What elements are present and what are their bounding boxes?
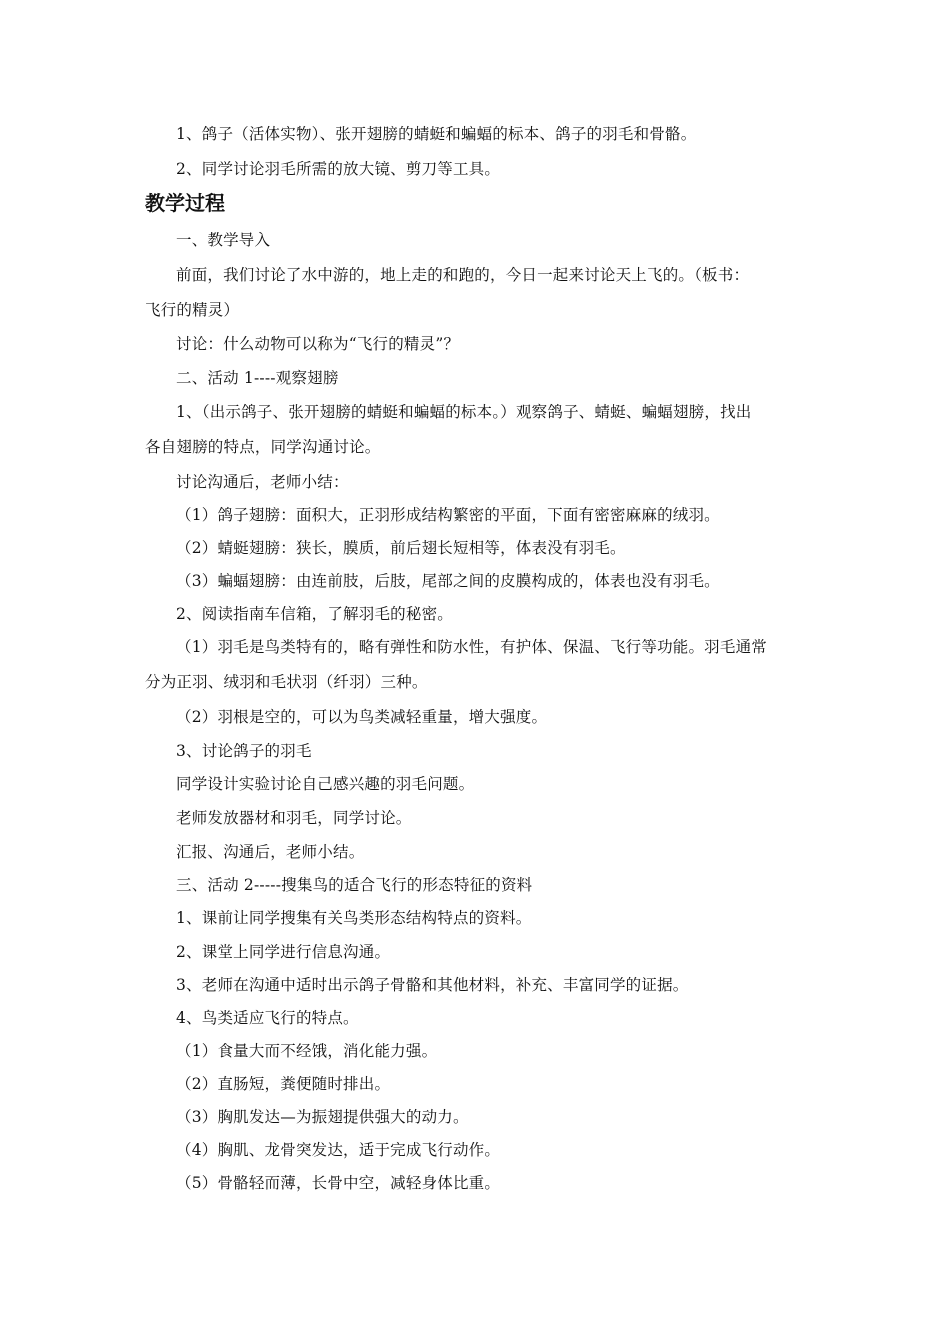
paragraph: 各自翅膀的特点，同学沟通讨论。: [145, 438, 381, 456]
paragraph: 2、阅读指南车信箱，了解羽毛的秘密。: [176, 605, 453, 623]
paragraph: （3）胸肌发达—为振翅提供强大的动力。: [176, 1108, 469, 1126]
paragraph: 1、（出示鸽子、张开翅膀的蜻蜓和蝙蝠的标本。）观察鸽子、蜻蜓、蝙蝠翅膀，找出: [176, 403, 752, 421]
paragraph: 分为正羽、绒羽和毛状羽（纤羽）三种。: [145, 673, 428, 691]
paragraph: 同学设计实验讨论自己感兴趣的羽毛问题。: [176, 775, 475, 793]
paragraph: （4）胸肌、龙骨突发达，适于完成飞行动作。: [176, 1141, 501, 1159]
paragraph: 二、活动 1----观察翅膀: [176, 369, 339, 387]
paragraph: 4、鸟类适应飞行的特点。: [176, 1009, 359, 1027]
paragraph: （2）蜻蜓翅膀：狭长，膜质，前后翅长短相等，体表没有羽毛。: [176, 539, 626, 557]
paragraph: （1）羽毛是鸟类特有的，略有弹性和防水性，有护体、保温、飞行等功能。羽毛通常: [176, 638, 767, 656]
section-title: 教学过程: [145, 191, 225, 215]
paragraph: 讨论沟通后，老师小结：: [176, 473, 349, 491]
paragraph: 2、课堂上同学进行信息沟通。: [176, 943, 391, 961]
materials-item-1: 1、鸽子（活体实物）、张开翅膀的蜻蜓和蝙蝠的标本、鸽子的羽毛和骨骼。: [176, 125, 697, 143]
paragraph: （2）直肠短，粪便随时排出。: [176, 1075, 391, 1093]
paragraph: （1）鸽子翅膀：面积大，正羽形成结构繁密的平面，下面有密密麻麻的绒羽。: [176, 506, 720, 524]
paragraph: 3、老师在沟通中适时出示鸽子骨骼和其他材料，补充、丰富同学的证据。: [176, 976, 689, 994]
paragraph: 汇报、沟通后，老师小结。: [176, 843, 365, 861]
materials-item-2: 2、同学讨论羽毛所需的放大镜、剪刀等工具。: [176, 160, 501, 178]
paragraph: （5）骨骼轻而薄，长骨中空，减轻身体比重。: [176, 1174, 501, 1192]
paragraph: 3、讨论鸽子的羽毛: [176, 742, 312, 760]
paragraph: 1、课前让同学搜集有关鸟类形态结构特点的资料。: [176, 909, 532, 927]
paragraph: 一、教学导入: [176, 231, 271, 249]
paragraph: （3）蝙蝠翅膀：由连前肢，后肢，尾部之间的皮膜构成的，体表也没有羽毛。: [176, 572, 720, 590]
paragraph: 老师发放器材和羽毛，同学讨论。: [176, 809, 412, 827]
paragraph: （1）食量大而不经饿，消化能力强。: [176, 1042, 438, 1060]
paragraph: 讨论：什么动物可以称为“飞行的精灵”？: [176, 335, 460, 353]
paragraph: （2）羽根是空的，可以为鸟类减轻重量，增大强度。: [176, 708, 548, 726]
paragraph: 前面，我们讨论了水中游的，地上走的和跑的，今日一起来讨论天上飞的。（板书：: [176, 266, 750, 284]
paragraph: 飞行的精灵）: [145, 301, 240, 319]
paragraph: 三、活动 2-----搜集鸟的适合飞行的形态特征的资料: [176, 876, 533, 894]
